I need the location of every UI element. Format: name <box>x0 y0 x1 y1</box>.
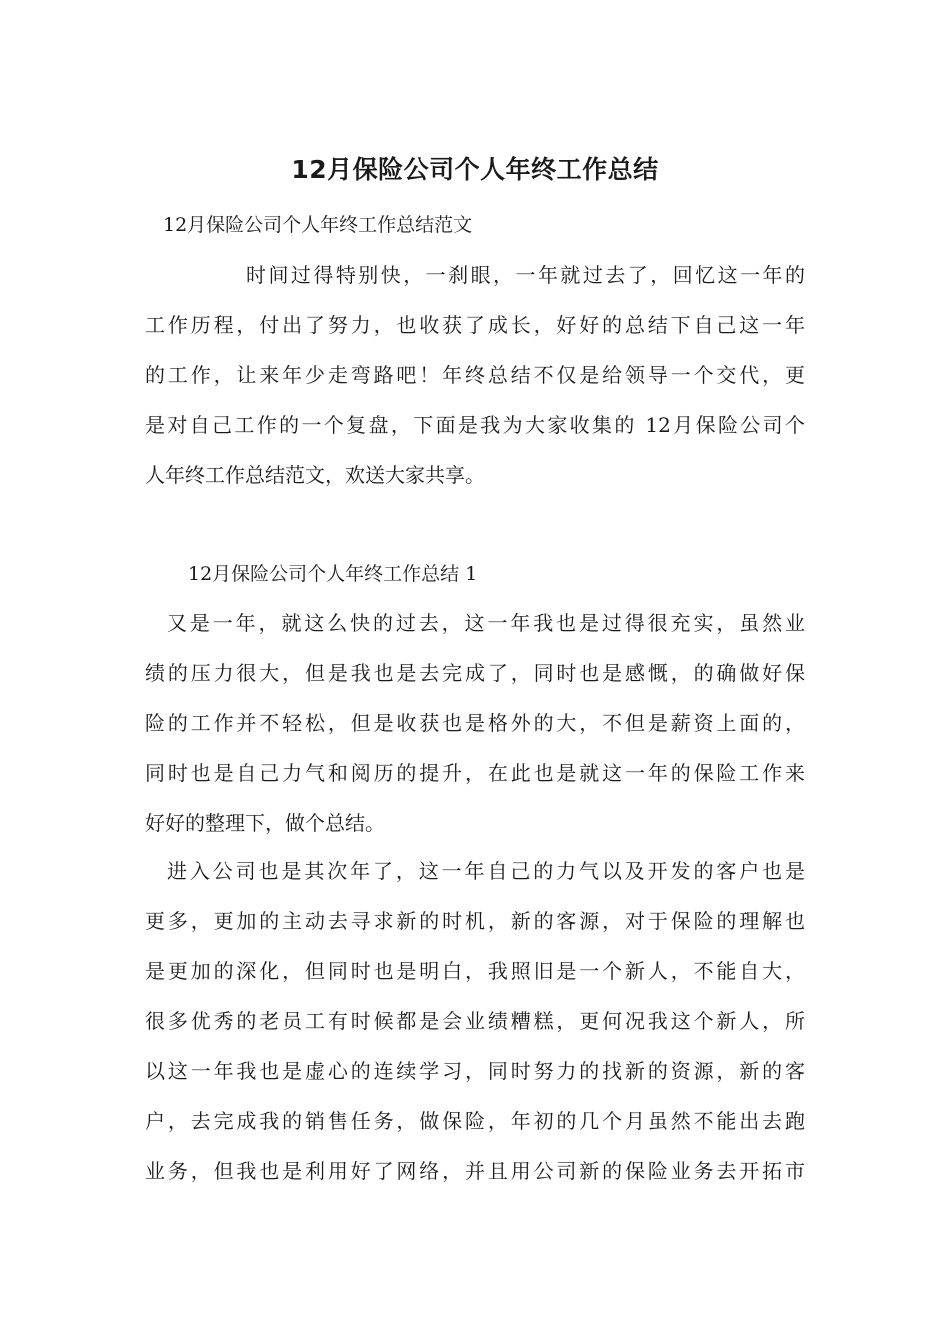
text-line: 时间过得特别快，一刹眼，一年就过去了，回忆这一年的 <box>246 263 805 287</box>
text-line: 是对自己工作的一个复盘，下面是我为大家收集的 12月保险公司个 <box>145 413 805 437</box>
text-line: 很多优秀的老员工有时候都是会业绩糟糕，更何况我这个新人，所 <box>145 1009 805 1033</box>
body-paragraph-1 <box>145 598 805 848</box>
document-title: 12月保险公司个人年终工作总结 <box>291 155 659 184</box>
text-line: 好好的整理下，做个总结。 <box>145 811 385 835</box>
text-line: 工作历程，付出了努力，也收获了成长，好好的总结下自己这一年 <box>145 313 805 337</box>
text-line: 以这一年我也是虚心的连续学习，同时努力的找新的资源，新的客 <box>145 1059 805 1083</box>
intro-paragraph <box>145 250 805 500</box>
text-line: 险的工作并不轻松，但是收获也是格外的大，不但是薪资上面的， <box>145 711 805 735</box>
text-line: 同时也是自己力气和阅历的提升，在此也是就这一年的保险工作来 <box>145 761 805 785</box>
text-line: 的工作，让来年少走弯路吧！年终总结不仅是给领导一个交代，更 <box>145 363 805 387</box>
section-heading: 12月保险公司个人年终工作总结 1 <box>188 563 478 585</box>
text-line: 又是一年，就这么快的过去，这一年我也是过得很充实，虽然业 <box>167 611 805 635</box>
text-line: 更多，更加的主动去寻求新的时机，新的客源，对于保险的理解也 <box>145 909 805 933</box>
text-line: 进入公司也是其次年了，这一年自己的力气以及开发的客户也是 <box>167 859 805 883</box>
document-subtitle: 12月保险公司个人年终工作总结范文 <box>163 214 473 236</box>
text-line: 人年终工作总结范文，欢送大家共享。 <box>145 463 485 487</box>
text-line: 是更加的深化，但同时也是明白，我照旧是一个新人，不能自大， <box>145 959 805 983</box>
body-paragraph-2 <box>145 846 805 1196</box>
text-line: 户，去完成我的销售任务，做保险，年初的几个月虽然不能出去跑 <box>145 1109 805 1133</box>
text-line: 绩的压力很大，但是我也是去完成了，同时也是感慨，的确做好保 <box>145 661 805 685</box>
text-line: 业务，但我也是利用好了网络，并且用公司新的保险业务去开拓市 <box>145 1159 805 1183</box>
